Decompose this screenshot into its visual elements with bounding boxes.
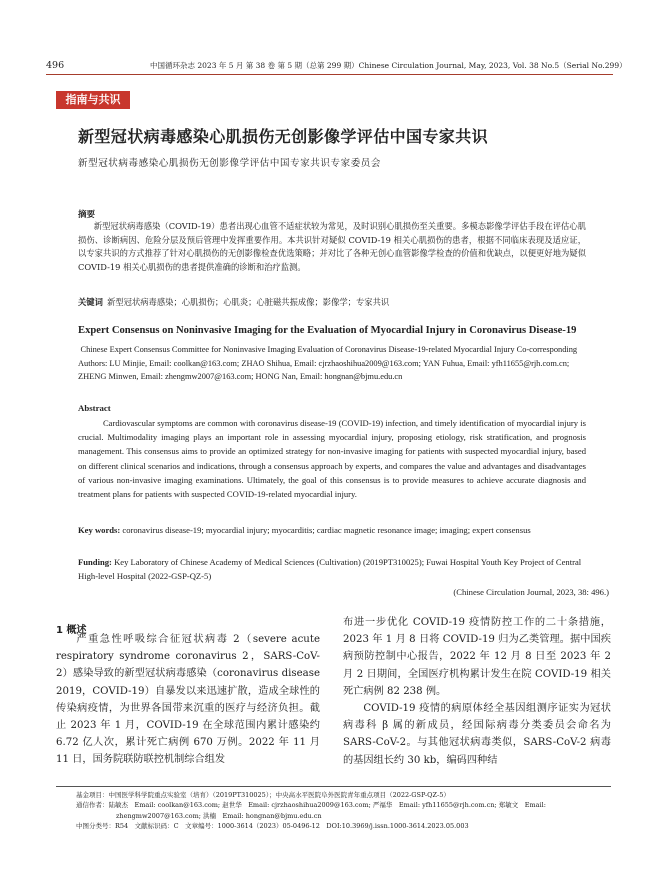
english-funding-label: Funding: xyxy=(78,557,112,567)
footnote-classification: 中图分类号：R54 文献标识码：C 文章编号：1000-3614（2023）05-0496-12 DOI:10.3969/j.issn.1000-3614.2023.05.003 xyxy=(76,821,469,830)
english-keywords xyxy=(78,524,586,538)
page-number: 496 xyxy=(46,60,65,71)
chinese-abstract-label: 摘要 xyxy=(78,210,96,220)
english-funding xyxy=(78,555,586,584)
english-authors: Chinese Expert Consensus Committee for Noninvasive Imaging Evaluation of Coronavirus Disease-19-related Myocardial Injury Co-corresponding Authors: LU Minjie, Email: coolkan@163.com; ZHAO Shihua, Email: cjrzhaoshihua2009@163.com; YAN Fuhua, Email: yfh11655@rjh.com.cn; ZHENG Minwen, Email: zhengmw2007@163.com; HONG Nan, Email: hongnan@bjmu.edu.cn xyxy=(78,345,578,382)
citation: (Chinese Circulation Journal, 2023, 38: 496.) xyxy=(453,587,609,597)
footnote-correspondence-cont: zhengmw2007@163.com; 洪楠 Email: hongnan@bjmu.edu.cn xyxy=(116,811,322,820)
chinese-committee: 新型冠状病毒感染心肌损伤无创影像学评估中国专家共识专家委员会 xyxy=(78,158,382,169)
footnote-correspondence: 通信作者：陆敏杰 Email: coolkan@163.com; 赵世华 Email: cjrzhaoshihua2009@163.com; 严福华 Email: yfh11655@rjh.com.cn; 郑敏文 Email: xyxy=(76,801,546,810)
chinese-keywords xyxy=(78,296,586,308)
english-title: Expert Consensus on Noninvasive Imaging for the Evaluation of Myocardial Injury in Coronavirus Disease-19 xyxy=(78,325,577,336)
english-keywords-text: coronavirus disease-19; myocardial injury; myocarditis; cardiac magnetic resonance image; imaging; expert consensus xyxy=(122,525,531,535)
english-abstract-text: Cardiovascular symptoms are common with coronavirus disease-19 (COVID-19) infection, and timely identification of myocardial injury is crucial. Multimodality imaging plays an important role in assessing myocardial injury, proposing etiology, risk stratification, and prognosis management. This consensus aims to provide an optimized strategy for non-invasive imaging for patients with suspected myocardial injury, based on different clinical scenarios and indications, through a consensus approach by experts, and compares the value and advantages and disadvantages of various non-invasive imaging examinations. Ultimately, the goal of this consensus is to provide measures to achieve accurate diagnosis and treatment plans for patients with suspected COVID-19-related myocardial injury. xyxy=(78,418,586,500)
running-head: 中国循环杂志 2023 年 5 月 第 38 卷 第 5 期（总第 299 期）Chinese Circulation Journal, May, 2023, Vol. 38 No.5（Serial No.299） xyxy=(150,61,627,70)
chinese-keywords-label: 关键词 xyxy=(78,297,103,307)
body-paragraph: 布进一步优化 COVID-19 疫情防控工作的二十条措施，2023 年 1 月 8 日将 COVID-19 归为乙类管理。据中国疾病预防控制中心报告，2022 年 12 月 8 日至 2023 年 2 月 2 日期间，全国医疗机构累计发生在院 COVID-19 相关死亡病例 82 238 例。 xyxy=(343,617,611,697)
chinese-title: 新型冠状病毒感染心肌损伤无创影像学评估中国专家共识 xyxy=(78,127,489,146)
chinese-abstract-text: 新型冠状病毒感染（COVID-19）患者出现心血管不适症状较为常见，及时识别心肌损伤至关重要。多模态影像学评估手段在评估心肌损伤、诊断病因、危险分层及预后管理中发挥重要作用。本共识针对疑似 COVID-19 相关心肌损伤的患者，根据不同临床表现及适应证，以专家共识的方式推荐了针对心肌损伤的无创影像检查优选策略；并对比了各种无创心血管影像学检查的价值和优缺点，以便更好地为疑似 COVID-19 相关心肌损伤的患者提供准确的诊断和治疗监测。 xyxy=(78,221,586,272)
english-funding-text: Key Laboratory of Chinese Academy of Medical Sciences (Cultivation) (2019PT310025); Fuwai Hospital Youth Key Project of Central High-level Hospital (2022-GSP-QZ-5) xyxy=(78,557,582,582)
body-left-column: 严重急性呼吸综合征冠状病毒 2（severe acute respiratory syndrome coronavirus 2，SARS-CoV-2）感染导致的新型冠状病毒感染（coronavirus disease 2019，COVID-19）自暴发以来迅速扩散，造成全球性的传染病疫情，为世界各国带来沉重的医疗与经济负担。截止 2023 年 1 月，COVID-19 在全球范围内累计感染约 6.72 亿人次，累计死亡病例 670 万例。2022 年 11 月 11 日，国务院联防联控机制综合组发 xyxy=(56,634,320,766)
chinese-keywords-text: 新型冠状病毒感染；心肌损伤；心肌炎；心脏磁共振成像；影像学；专家共识 xyxy=(107,297,390,307)
header-rule xyxy=(46,74,613,75)
english-abstract-label: Abstract xyxy=(78,403,111,413)
section-1-heading: 1 概述 xyxy=(56,625,87,636)
english-keywords-label: Key words: xyxy=(78,525,121,535)
body-paragraph: COVID-19 疫情的病原体经全基因组测序证实为冠状病毒科 β 属的新成员，经国际病毒分类委员会命名为 SARS-CoV-2。与其他冠状病毒类似，SARS-CoV-2 病毒的基因组长约 30 kb，编码四种结 xyxy=(343,703,611,766)
section-tag: 指南与共识 xyxy=(56,91,130,109)
body-right-column xyxy=(343,614,611,769)
footnote-funding: 基金项目：中国医学科学院重点实验室（培育）（2019PT310025）；中央高水平医院阜外医院青年重点项目（2022-GSP-QZ-5） xyxy=(76,791,450,799)
footnote-rule xyxy=(56,786,611,787)
footnotes xyxy=(76,790,616,831)
